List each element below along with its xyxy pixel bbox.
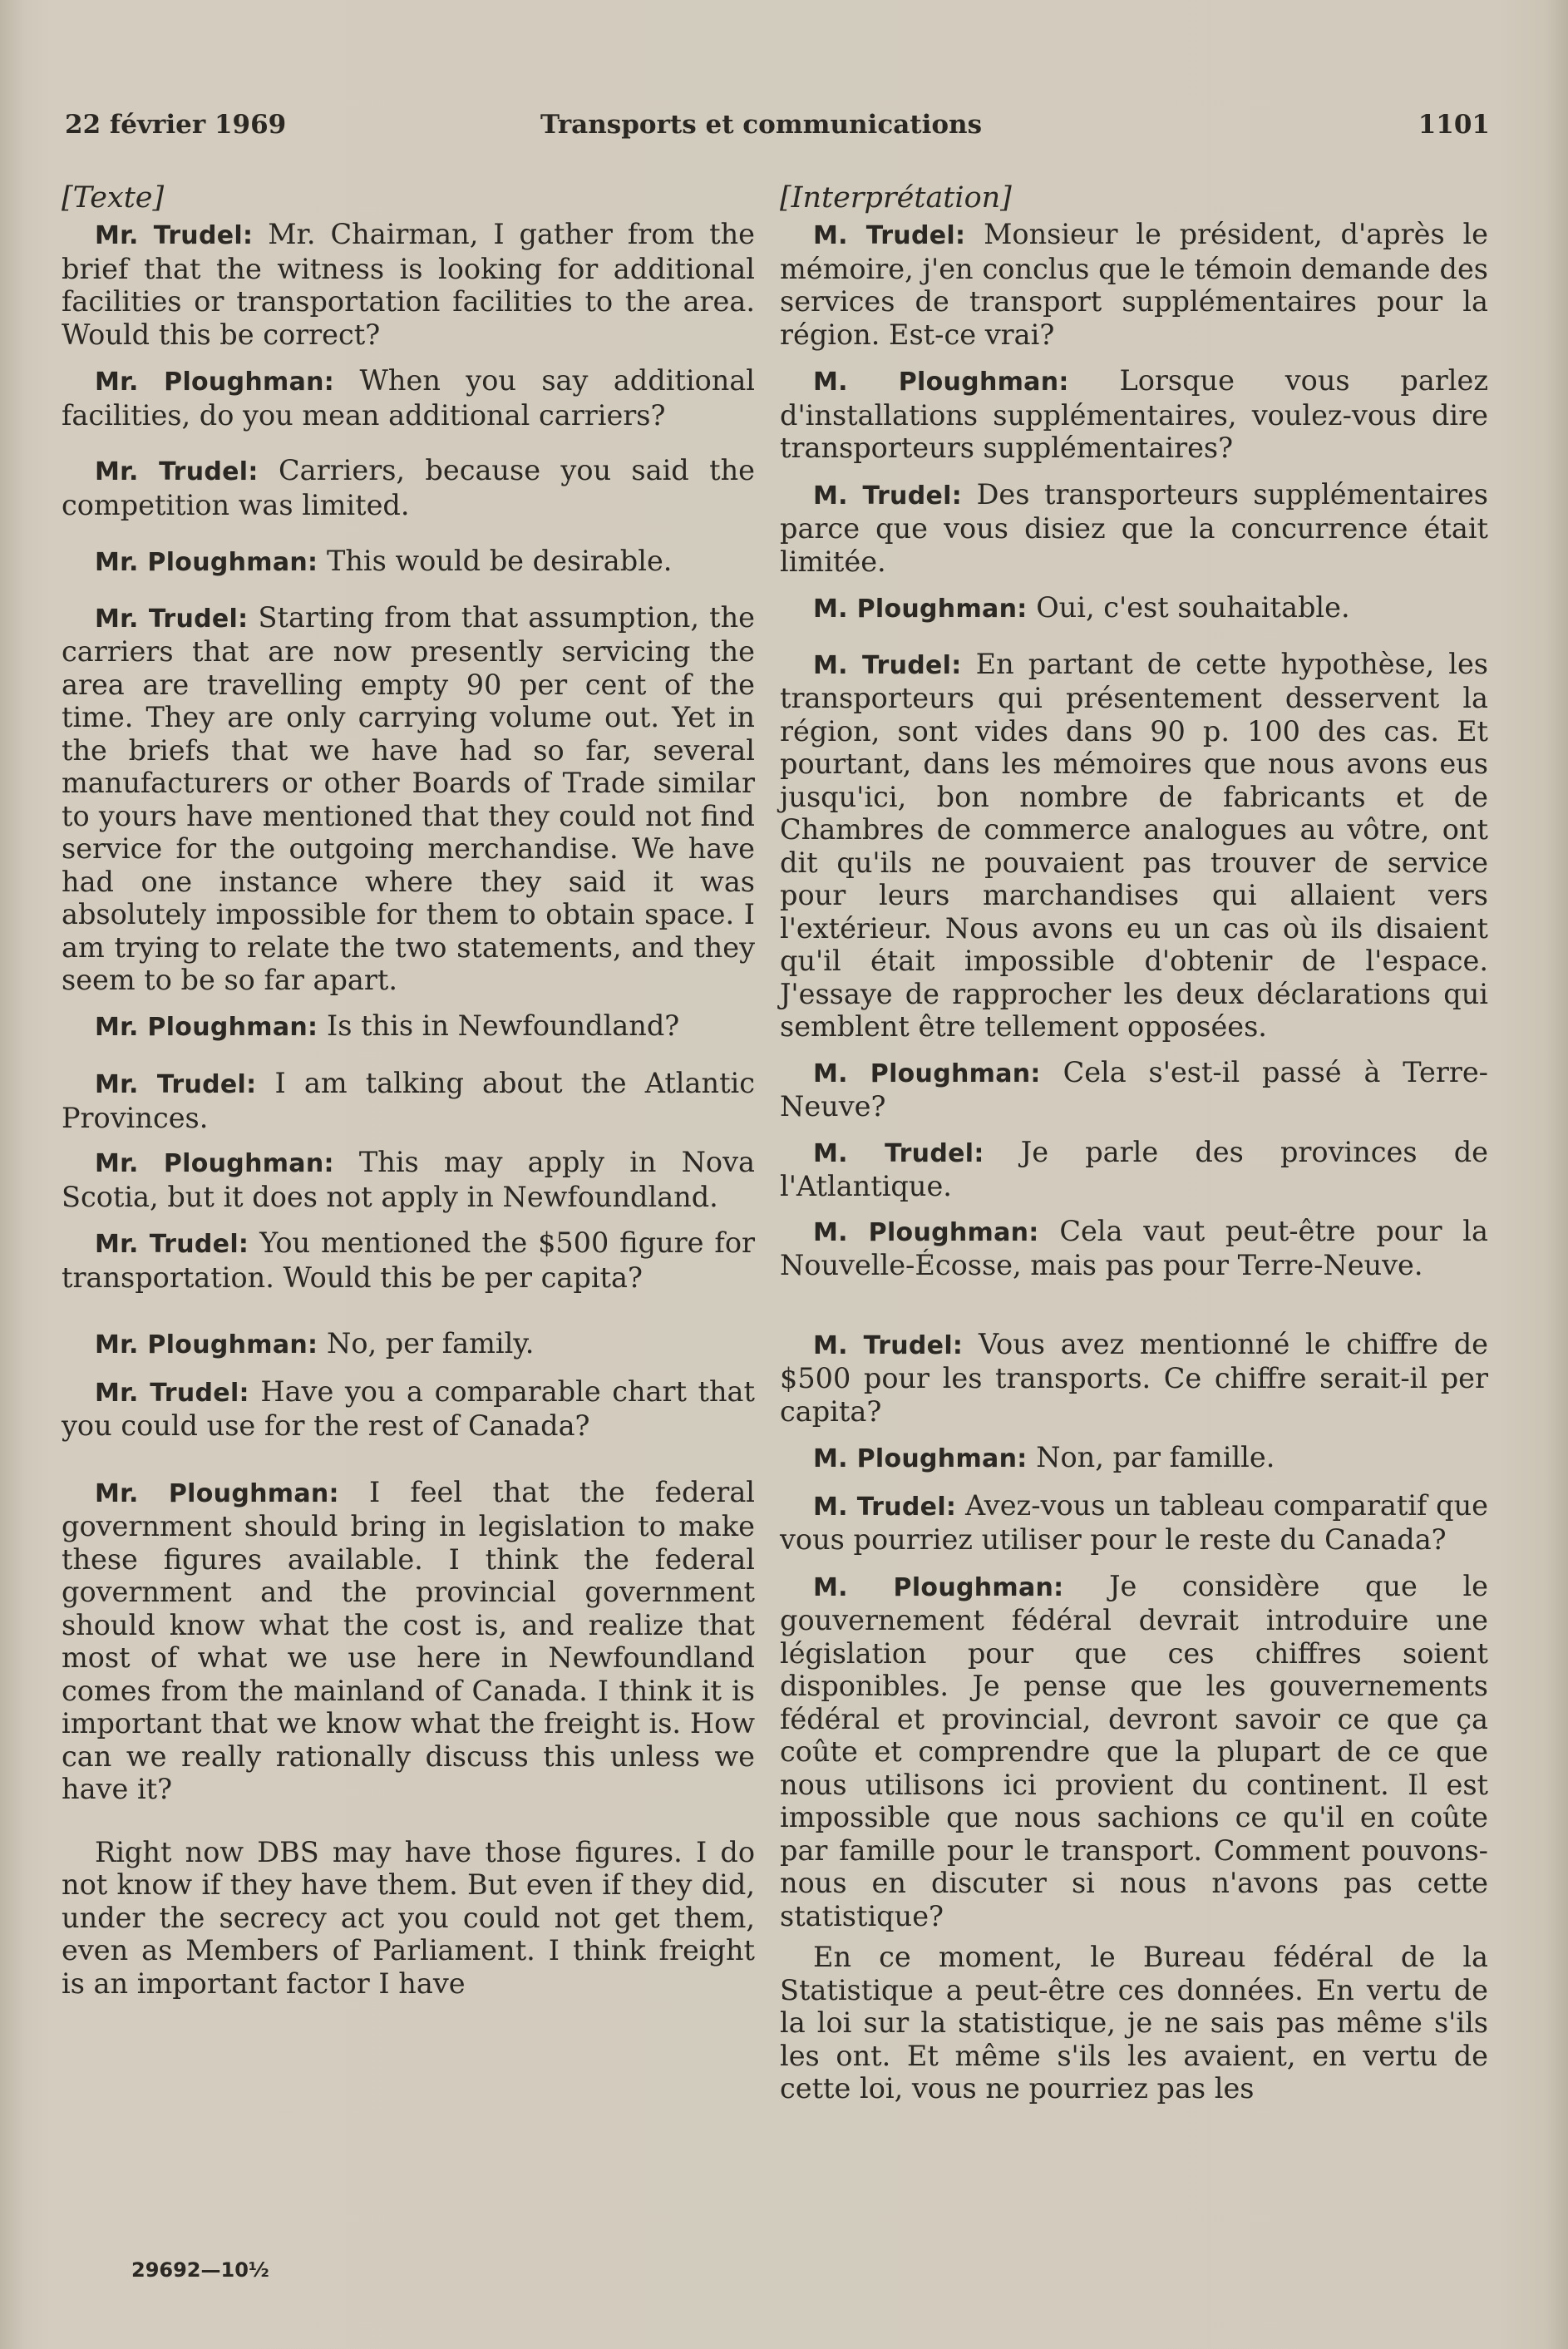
- transcript-paragraph: [62, 1067, 755, 1134]
- paragraph-text: En ce moment, le Bureau fédéral de la Statistique a peut-être ces données. En vertu de la loi sur la statistique, je ne sais pas même s'ils les ont. Et même s'ils les avaient, en vertu de cette loi, vous ne pourriez pas les: [780, 1941, 1488, 2105]
- header-section-title: Transports et communications: [540, 110, 983, 140]
- speaker-name: M. Trudel:: [813, 1330, 964, 1360]
- transcript-paragraph: [780, 1136, 1488, 1203]
- paragraph-text: Je parle des provinces de l'Atlantique.: [780, 1135, 1488, 1202]
- paragraph-text: No, per family.: [327, 1327, 535, 1360]
- paragraph-text: Right now DBS may have those figures. I do not know if they have them. But even if they did, under the secrecy act you could not get them, even as Members of Parliament. I think freight is an important factor I have: [62, 1835, 755, 2000]
- speaker-name: M. Trudel:: [813, 221, 966, 250]
- paragraph-text: Cela vaut peut-être pour la Nouvelle-Écosse, mais pas pour Terre-Neuve.: [780, 1214, 1488, 1281]
- paragraph-text: Have you a comparable chart that you could use for the rest of Canada?: [62, 1374, 755, 1442]
- speaker-name: Mr. Trudel:: [95, 1378, 249, 1408]
- transcript-paragraph: [780, 1570, 1488, 1933]
- speaker-name: Mr. Ploughman:: [95, 1012, 318, 1042]
- speaker-name: Mr. Ploughman:: [95, 1149, 334, 1178]
- transcript-paragraph: [62, 1836, 755, 2001]
- speaker-name: M. Trudel:: [813, 1492, 957, 1522]
- transcript-paragraph: [62, 218, 755, 351]
- right-column: [780, 176, 1488, 2105]
- paragraph-text: Cela s'est-il passé à Terre-Neuve?: [780, 1055, 1488, 1123]
- transcript-paragraph: [780, 1328, 1488, 1429]
- transcript-paragraph: [62, 1146, 755, 1213]
- speaker-name: M. Ploughman:: [813, 1444, 1028, 1473]
- transcript-paragraph: [780, 364, 1488, 465]
- paragraph-text: Starting from that assumption, the carriers that are now presently servicing the area are travelling empty 90 per cent of the time. They are only carrying volume out. Yet in the briefs that we have had so far, several manufacturers or other Boards of Trade similar to yours have mentioned that they could not find service for the outgoing merchandise. We have had one instance where they said it was absolutely impossible for them to obtain space. I am trying to relate the two statements, and they seem to be so far apart.: [62, 600, 755, 996]
- language-tag: [Texte]: [62, 181, 165, 215]
- transcript-paragraph: [62, 1375, 755, 1443]
- speaker-name: Mr. Ploughman:: [95, 1330, 318, 1360]
- header-date: 22 février 1969: [65, 110, 287, 140]
- left-column: [62, 176, 755, 2000]
- paragraph-text: En partant de cette hypothèse, les transporteurs qui présentement desservent la région, sont vides dans 90 p. 100 des cas. Et pourtant, dans les mémoires que nous avons eus jusqu'ici, bon nombre de fabricants et de Chambres de commerce analogues au vôtre, ont dit qu'ils ne pouvaient pas trouver de service pour leurs marchandises qui allaient vers l'extérieur. Nous avons eu un cas où ils disaient qu'il était impossible d'obtenir de l'espace. J'essaye de rapprocher les deux déclarations qui semblent être tellement opposées.: [780, 647, 1488, 1043]
- transcript-paragraph: [62, 364, 755, 432]
- speaker-name: M. Ploughman:: [813, 1059, 1041, 1088]
- transcript-paragraph: [62, 545, 755, 580]
- paragraph-text: Non, par famille.: [1036, 1441, 1275, 1473]
- speaker-name: M. Ploughman:: [813, 368, 1069, 397]
- transcript-paragraph: [780, 1056, 1488, 1123]
- transcript-paragraph: [780, 1215, 1488, 1282]
- speaker-name: M. Trudel:: [813, 481, 963, 511]
- transcript-paragraph: [62, 454, 755, 521]
- speaker-name: M. Ploughman:: [813, 1217, 1039, 1247]
- transcript-paragraph: [62, 1327, 755, 1362]
- paragraph-text: Oui, c'est souhaitable.: [1036, 591, 1350, 624]
- speaker-name: Mr. Trudel:: [95, 1230, 249, 1259]
- transcript-paragraph: [780, 478, 1488, 579]
- paragraph-text: Des transporteurs supplémentaires parce que vous disiez que la concurrence était limitée.: [780, 477, 1488, 578]
- transcript-paragraph: [62, 601, 755, 997]
- header-page-number: 1101: [1418, 110, 1490, 140]
- paragraph-text: Lorsque vous parlez d'installations supplémentaires, voulez-vous dire transporteurs supplémentaires?: [780, 364, 1488, 464]
- transcript-paragraph: [780, 1489, 1488, 1557]
- transcript-paragraph: [780, 1941, 1488, 2105]
- speaker-name: M. Trudel:: [813, 650, 962, 680]
- transcript-paragraph: [62, 1226, 755, 1294]
- paragraph-text: Vous avez mentionné le chiffre de $500 pour les transports. Ce chiffre serait-il per capita?: [780, 1327, 1488, 1428]
- language-tag: [Interprétation]: [780, 181, 1012, 215]
- speaker-name: Mr. Ploughman:: [95, 368, 335, 397]
- speaker-name: Mr. Ploughman:: [95, 1478, 339, 1508]
- paragraph-text: I feel that the federal government should bring in legislation to make these figures available. I think the federal government and the provincial government should know what the cost is, and realize that most of what we use here in Newfoundland comes from the mainland of Canada. I think it is important that we know what the freight is. How can we really rationally discuss this unless we have it?: [62, 1475, 756, 1805]
- paragraph-text: When you say additional facilities, do you mean additional carriers?: [62, 364, 756, 432]
- transcript-paragraph: [780, 1441, 1488, 1476]
- speaker-name: Mr. Ploughman:: [95, 548, 318, 577]
- paragraph-text: Mr. Chairman, I gather from the brief that the witness is looking for additional facilities or transportation facilities to the area. Would this be correct?: [62, 218, 756, 351]
- speaker-name: Mr. Trudel:: [95, 457, 259, 486]
- page-header: [65, 110, 1490, 148]
- paragraph-text: Avez-vous un tableau comparatif que vous pourriez utiliser pour le reste du Canada?: [780, 1488, 1488, 1556]
- transcript-paragraph: [780, 218, 1488, 351]
- transcript-paragraph: [62, 1476, 755, 1806]
- paragraph-text: Monsieur le président, d'après le mémoire, j'en conclus que le témoin demande des services de transport supplémentaires pour la région. Est-ce vrai?: [780, 218, 1488, 351]
- paragraph-text: This may apply in Nova Scotia, but it does not apply in Newfoundland.: [62, 1146, 755, 1213]
- speaker-name: M. Ploughman:: [813, 595, 1028, 624]
- speaker-name: Mr. Trudel:: [95, 604, 249, 634]
- transcript-paragraph: [62, 1009, 755, 1044]
- paragraph-text: I am talking about the Atlantic Provinces.: [62, 1067, 756, 1134]
- speaker-name: Mr. Trudel:: [95, 1070, 257, 1099]
- speaker-name: Mr. Trudel:: [95, 221, 254, 250]
- transcript-paragraph: [780, 648, 1488, 1044]
- paragraph-text: Je considère que le gouvernement fédéral devrait introduire une législation pour que ces chiffres soient disponibles. Je pense que les gouvernements fédéral et provincial, devront savoir ce que ça coûte et comprendre que la plupart de ce que nous utilisons ici provient du continent. Il est impossible que nous sachions ce qu'il en coûte par famille pour le transport. Comment pouvons-nous en discuter si nous n'avons pas cette statistique?: [780, 1569, 1488, 1932]
- paragraph-text: This would be desirable.: [327, 545, 673, 577]
- paragraph-text: Carriers, because you said the competition was limited.: [62, 454, 755, 521]
- transcript-paragraph: [780, 591, 1488, 626]
- speaker-name: M. Trudel:: [813, 1138, 984, 1168]
- paragraph-text: You mentioned the $500 figure for transportation. Would this be per capita?: [62, 1226, 756, 1294]
- footer-print-code: 29692—10½: [131, 2258, 269, 2282]
- speaker-name: M. Ploughman:: [813, 1572, 1064, 1602]
- paragraph-text: Is this in Newfoundland?: [327, 1009, 680, 1042]
